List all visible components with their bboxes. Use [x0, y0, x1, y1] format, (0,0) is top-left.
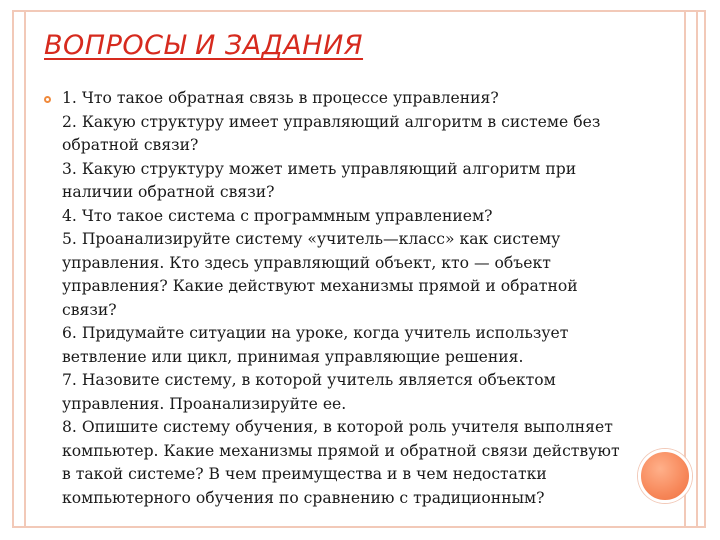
right-stripe-outer	[696, 10, 698, 528]
left-stripe	[24, 10, 26, 528]
text-line: 4. Что такое система с программным управлением?	[62, 206, 493, 225]
text-line: управления. Кто здесь управляющий объект, кто — объект	[62, 253, 551, 272]
text-line: управления. Проанализируйте ее.	[62, 394, 347, 413]
text-line: ветвление или цикл, принимая управляющие решения.	[62, 347, 524, 366]
text-line: 2. Какую структуру имеет управляющий алгоритм в системе без	[62, 112, 601, 131]
text-line: наличии обратной связи?	[62, 183, 275, 201]
text-line: 5. Проанализируйте систему «учитель—класс» как систему	[62, 230, 561, 248]
text-line: 8. Опишите систему обучения, в которой роль учителя выполняет	[62, 418, 613, 436]
text-line: компьютерного обучения по сравнению с традиционным?	[62, 488, 545, 507]
text-line: компьютер. Какие механизмы прямой и обратной связи действуют	[62, 441, 620, 460]
text-line: 6. Придумайте ситуации на уроке, когда учитель использует	[62, 324, 569, 342]
text-line: управления? Какие действуют механизмы прямой и обратной	[62, 277, 578, 295]
text-line: связи?	[62, 300, 117, 319]
slide-title: ВОПРОСЫ И ЗАДАНИЯ	[44, 30, 364, 61]
text-line: обратной связи?	[62, 136, 199, 154]
circle-bullet-icon	[44, 96, 51, 103]
text-line: 7. Назовите систему, в которой учитель является объектом	[62, 371, 556, 389]
right-stripe	[684, 10, 686, 528]
text-line: 3. Какую структуру может иметь управляющий алгоритм при	[62, 159, 577, 178]
text-line: 1. Что такое обратная связь в процессе управления?	[62, 89, 499, 107]
slide-body	[62, 87, 672, 510]
orange-circle-icon	[638, 449, 692, 503]
text-line: в такой системе? В чем преимущества и в чем недостатки	[62, 465, 547, 483]
